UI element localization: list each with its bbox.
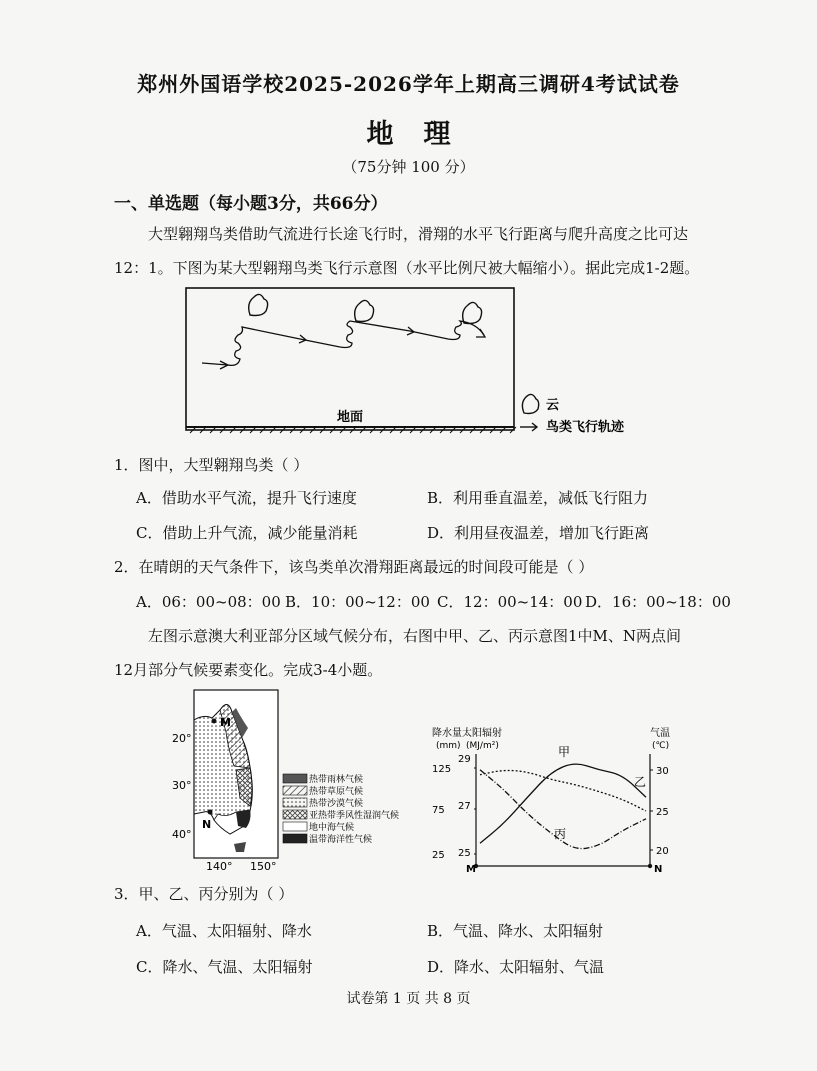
legend-track-label: 鸟类飞行轨迹 <box>546 420 625 435</box>
left-axis-unit: (mm) <box>436 741 461 751</box>
point-n-marker <box>208 810 213 815</box>
legend-label: 温带海洋性气候 <box>309 835 373 845</box>
legend-label: 热带草原气候 <box>309 787 364 797</box>
lat-30-label: 30° <box>172 779 192 792</box>
intro2-line2: 12月部分气候要素变化。完成3-4小题。 <box>114 661 383 679</box>
series-label: 甲 <box>558 745 571 759</box>
cloud-icon <box>355 300 374 321</box>
q2-option-b[interactable]: B．10：00~12：00 <box>285 593 430 611</box>
x-point-n-marker <box>648 864 652 868</box>
point-m-marker <box>212 719 217 724</box>
lat-40-label: 40° <box>172 828 192 841</box>
x-label-n: N <box>654 864 663 874</box>
legend-cloud-icon <box>522 394 538 413</box>
mid-tick-label: 29 <box>458 754 471 765</box>
point-n-label: N <box>202 818 212 831</box>
lon-140-label: 140° <box>206 860 233 873</box>
exam-title: 郑州外国语学校2025-2026学年上期高三调研4考试试卷 <box>137 72 680 96</box>
lat-20-label: 20° <box>172 732 192 745</box>
climate-elements-chart <box>428 726 688 874</box>
left-tick-label: 25 <box>432 850 445 861</box>
q1-option-d[interactable]: D．利用昼夜温差，增加飞行距离 <box>427 524 650 542</box>
q1-option-b[interactable]: B．利用垂直温差，减低飞行阻力 <box>427 489 649 507</box>
arrow-icon <box>476 329 485 337</box>
mid-tick-label: 25 <box>458 848 471 859</box>
right-axis-unit: (℃) <box>652 741 670 751</box>
map-legend <box>283 773 399 845</box>
q2-option-c[interactable]: C．12：00~14：00 <box>437 593 583 611</box>
q1-option-c[interactable]: C．借助上升气流，减少能量消耗 <box>136 524 358 542</box>
legend-cloud-label: 云 <box>546 398 560 413</box>
cloud-icon <box>463 302 482 323</box>
left-axis-label: 降水量 <box>432 728 462 739</box>
q3-stem: 3．甲、乙、丙分别为（ ） <box>114 885 294 903</box>
q2-option-d[interactable]: D．16：00~18：00 <box>585 593 731 611</box>
q2-option-a[interactable]: A．06：00~08：00 <box>136 593 281 611</box>
soaring-figure <box>180 285 640 440</box>
mid-axis-unit: (MJ/m²) <box>466 741 499 751</box>
q1-stem: 1．图中，大型翱翔鸟类（ ） <box>114 456 309 474</box>
right-axis-label: 气温 <box>650 728 670 739</box>
time-score: （75分钟 100 分） <box>342 158 475 176</box>
section-heading: 一、单选题（每小题3分，共66分） <box>114 194 388 214</box>
page-footer: 试卷第 1 页 共 8 页 <box>346 991 471 1007</box>
q3-option-d[interactable]: D．降水、太阳辐射、气温 <box>427 958 605 976</box>
right-tick-label: 20 <box>656 846 669 857</box>
point-m-label: M <box>220 716 231 729</box>
intro2-line1: 左图示意澳大利亚部分区域气候分布，右图中甲、乙、丙示意图1中M、N两点间 <box>148 627 682 645</box>
cloud-icon <box>249 294 268 315</box>
q2-stem: 2．在晴朗的天气条件下，该鸟类单次滑翔距离最远的时间段可能是（ ） <box>114 558 594 576</box>
flight-track <box>202 321 484 365</box>
legend-label: 热带雨林气候 <box>309 775 364 785</box>
australia-climate-map <box>170 688 430 873</box>
legend-label: 地中海气候 <box>309 823 355 833</box>
mid-tick-label: 27 <box>458 801 471 812</box>
q1-option-a[interactable]: A．借助水平气流，提升飞行速度 <box>136 489 357 507</box>
left-tick-label: 125 <box>432 764 452 775</box>
q3-option-b[interactable]: B．气温、降水、太阳辐射 <box>427 922 604 940</box>
intro1-line2: 12：1。下图为某大型翱翔鸟类飞行示意图（水平比例尺被大幅缩小）。据此完成1-2题。 <box>114 259 700 277</box>
series-label: 乙 <box>634 775 647 789</box>
series-label: 丙 <box>554 827 567 841</box>
right-tick-label: 25 <box>656 807 669 818</box>
lon-150-label: 150° <box>250 860 277 873</box>
left-tick-label: 75 <box>432 805 445 816</box>
legend-label: 亚热带季风性湿润气候 <box>309 811 400 821</box>
mid-axis-label: 太阳辐射 <box>462 728 502 739</box>
x-label-m: M <box>466 864 476 874</box>
q3-option-c[interactable]: C．降水、气温、太阳辐射 <box>136 958 313 976</box>
q3-option-a[interactable]: A．气温、太阳辐射、降水 <box>136 922 312 940</box>
intro1-line1: 大型翱翔鸟类借助气流进行长途飞行时，滑翔的水平飞行距离与爬升高度之比可达 <box>148 225 689 243</box>
ground-label: 地面 <box>336 410 364 425</box>
subject-title: 地理 <box>366 119 481 150</box>
right-tick-label: 30 <box>656 766 669 777</box>
legend-label: 热带沙漠气候 <box>309 799 364 809</box>
